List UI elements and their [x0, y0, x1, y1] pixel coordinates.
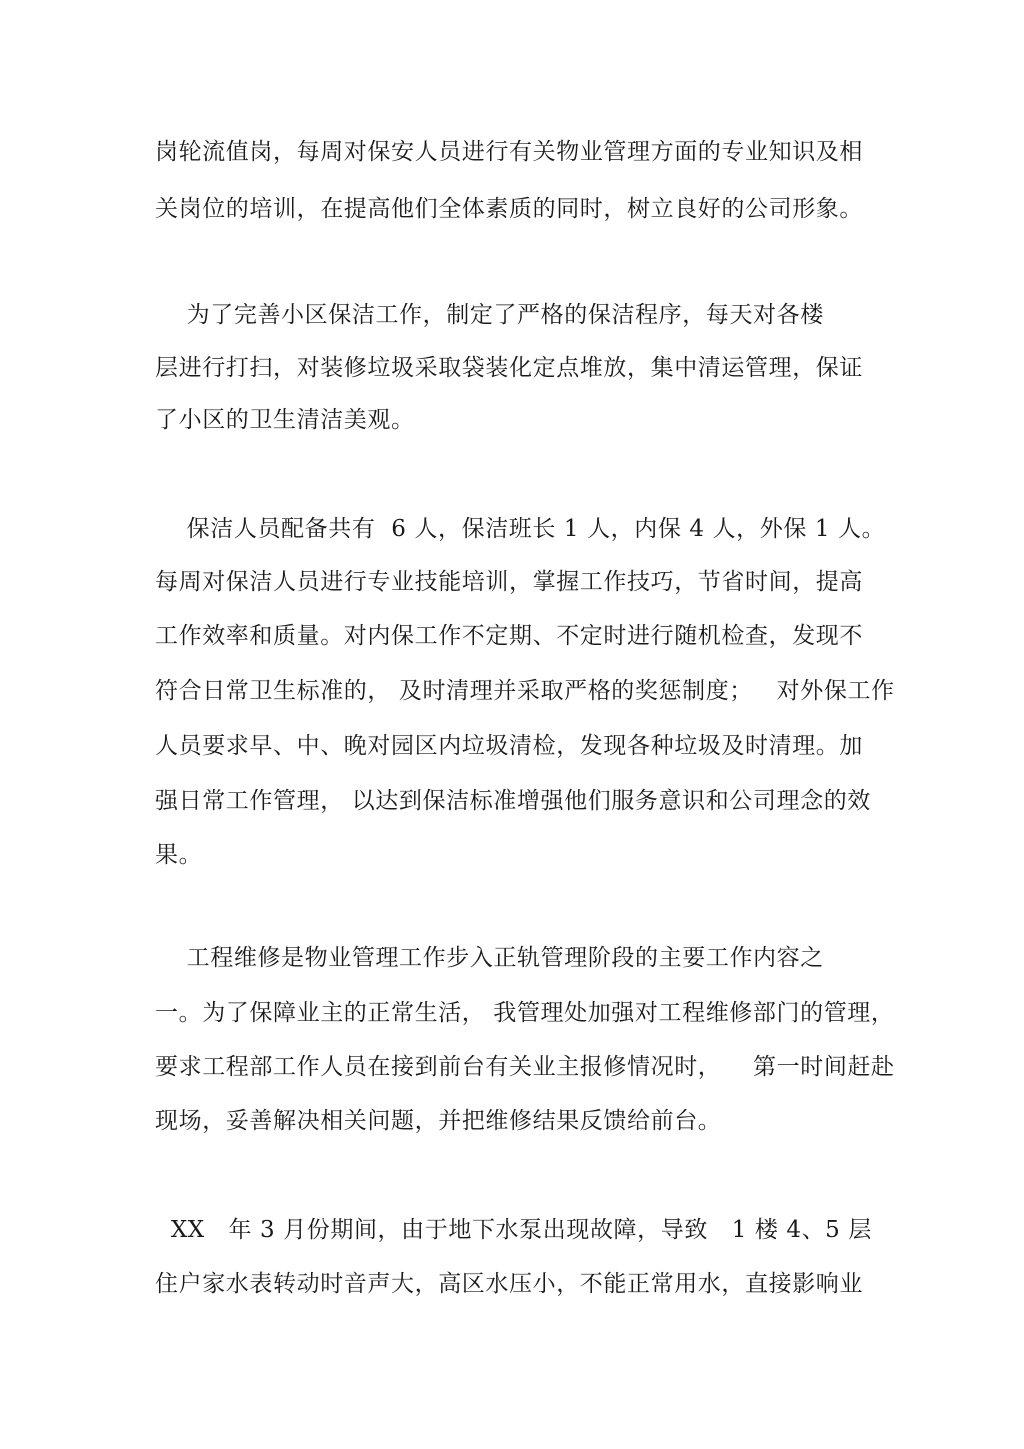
paragraph-2-line-2: 层进行打扫，对装修垃圾采取袋装化定点堆放，集中清运管理，保证: [155, 355, 863, 381]
paragraph-4-line-4: 现场，妥善解决相关问题，并把维修结果反馈给前台。: [155, 1108, 722, 1134]
paragraph-4-line-1: 工程维修是物业管理工作步入正轨管理阶段的主要工作内容之: [155, 945, 824, 971]
paragraph-3-line-3: 工作效率和质量。对内保工作不定期、不定时进行随机检查，发现不: [155, 623, 863, 649]
paragraph-3-line-5: 人员要求早、中、晚对园区内垃圾清检，发现各种垃圾及时清理。加: [155, 733, 863, 759]
paragraph-1-line-1: 岗轮流值岗，每周对保安人员进行有关物业管理方面的专业知识及相: [155, 139, 863, 165]
paragraph-1-line-2: 关岗位的培训，在提高他们全体素质的同时，树立良好的公司形象。: [155, 196, 863, 222]
paragraph-3-line-6: 强日常工作管理， 以达到保洁标准增强他们服务意识和公司理念的效: [155, 788, 871, 814]
paragraph-4-line-3: 要求工程部工作人员在接到前台有关业主报修情况时， 第一时间赶赴: [155, 1054, 895, 1080]
paragraph-2-line-3: 了小区的卫生清洁美观。: [155, 407, 415, 433]
paragraph-5-line-2: 住户家水表转动时音声大，高区水压小，不能正常用水，直接影响业: [155, 1271, 863, 1297]
paragraph-3-line-2: 每周对保洁人员进行专业技能培训，掌握工作技巧，节省时间，提高: [155, 569, 863, 595]
paragraph-2-line-1: 为了完善小区保洁工作，制定了严格的保洁程序，每天对各楼: [155, 302, 824, 328]
paragraph-3-line-1: 保洁人员配备共有 6 人，保洁班长 1 人，内保 4 人，外保 1 人。: [155, 516, 886, 542]
paragraph-4-line-2: 一。为了保障业主的正常生活， 我管理处加强对工程维修部门的管理，: [155, 1000, 895, 1026]
paragraph-5-line-1: XX 年 3 月份期间，由于地下水泵出现故障，导致 1 楼 4、5 层: [155, 1217, 872, 1243]
paragraph-3-line-7: 果。: [155, 842, 203, 868]
paragraph-3-line-4: 符合日常卫生标准的， 及时清理并采取严格的奖惩制度； 对外保工作: [155, 678, 895, 704]
